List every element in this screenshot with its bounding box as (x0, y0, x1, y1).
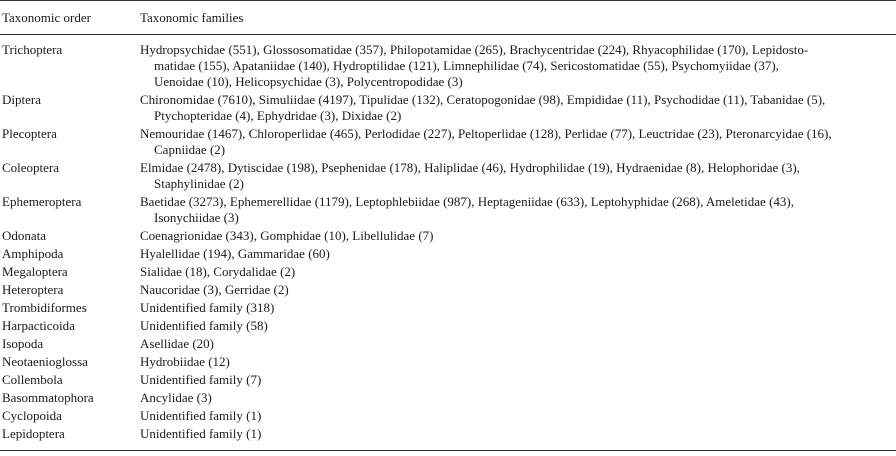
families-line: matidae (155), Apataniidae (140), Hydroptilidae (121), Limnephilidae (74), Sericostomatidae (55), Psychomyiidae (37), (154, 58, 779, 73)
table-header-row (0, 1, 896, 35)
families-line: Uenoidae (10), Helicopsychidae (3), Polycentropodidae (3) (154, 74, 463, 89)
taxonomic-families-cell (140, 35, 896, 93)
table-body (0, 35, 896, 451)
taxonomic-order-cell: Heteroptera (2, 282, 64, 297)
taxonomic-families-cell (140, 372, 896, 390)
taxonomic-families-cell (140, 318, 896, 336)
taxonomic-families-cell (140, 354, 896, 372)
families-line: Asellidae (20) (140, 336, 215, 351)
taxonomic-families-cell (140, 126, 896, 160)
families-line: Unidentified family (1) (140, 426, 262, 441)
taxonomic-order-cell: Trichoptera (2, 42, 63, 57)
table-row (0, 194, 896, 228)
families-line: Hydrobiidae (12) (140, 354, 230, 369)
taxonomic-order-cell: Ephemeroptera (2, 194, 82, 209)
families-line: Ptychopteridae (4), Ephydridae (3), Dixidae (2) (154, 108, 402, 123)
taxonomic-order-cell: Cyclopoida (2, 408, 62, 423)
table-row (0, 318, 896, 336)
header-taxonomic-order: Taxonomic order (0, 1, 140, 35)
table-row (0, 228, 896, 246)
table-row (0, 336, 896, 354)
families-line: Hydropsychidae (551), Glossosomatidae (357), Philopotamidae (265), Brachycentridae (224), Rhyacophilidae (170), Lepidosto- (140, 42, 809, 57)
taxonomic-order-cell: Plecoptera (2, 126, 57, 141)
taxonomic-order-cell: Harpacticoida (2, 318, 75, 333)
table-row (0, 126, 896, 160)
families-line: Chironomidae (7610), Simuliidae (4197), Tipulidae (132), Ceratopogonidae (98), Empididae (11), Psychodidae (11), Tabanidae (5), (140, 92, 826, 107)
taxonomic-families-cell (140, 282, 896, 300)
table-row (0, 354, 896, 372)
table-row (0, 372, 896, 390)
taxonomic-families-cell (140, 92, 896, 126)
families-line: Ancylidae (3) (140, 390, 212, 405)
taxonomic-families-cell (140, 228, 896, 246)
table-row (0, 246, 896, 264)
taxonomic-families-cell (140, 264, 896, 282)
families-line: Unidentified family (318) (140, 300, 275, 315)
families-line: Isonychiidae (3) (154, 210, 239, 225)
taxonomic-families-cell (140, 426, 896, 451)
families-line: Elmidae (2478), Dytiscidae (198), Psephenidae (178), Haliplidae (46), Hydrophilidae (19), Hydraenidae (8), Helophoridae (3), (140, 160, 800, 175)
families-line: Nemouridae (1467), Chloroperlidae (465), Perlodidae (227), Peltoperlidae (128), Perlidae (77), Leuctridae (23), Pteronarcyidae (16), (140, 126, 832, 141)
taxonomic-families-cell (140, 194, 896, 228)
families-line: Naucoridae (3), Gerridae (2) (140, 282, 289, 297)
families-line: Coenagrionidae (343), Gomphidae (10), Libellulidae (7) (140, 228, 434, 243)
table-row (0, 160, 896, 194)
taxonomic-order-cell: Megaloptera (2, 264, 68, 279)
families-line: Staphylinidae (2) (154, 176, 244, 191)
families-line: Unidentified family (7) (140, 372, 262, 387)
taxonomic-order-cell: Basommatophora (2, 390, 94, 405)
table-row (0, 408, 896, 426)
taxonomic-order-cell: Trombidiformes (2, 300, 87, 315)
table-row (0, 282, 896, 300)
taxonomic-order-cell: Isopoda (2, 336, 44, 351)
families-line: Unidentified family (58) (140, 318, 268, 333)
taxonomic-families-cell (140, 160, 896, 194)
header-taxonomic-families: Taxonomic families (140, 1, 896, 35)
taxonomic-order-cell: Amphipoda (2, 246, 64, 261)
table-row (0, 426, 896, 451)
table-row (0, 35, 896, 93)
taxonomic-families-cell (140, 300, 896, 318)
table-row (0, 390, 896, 408)
table-row (0, 92, 896, 126)
taxonomic-order-cell: Coleoptera (2, 160, 60, 175)
families-line: Unidentified family (1) (140, 408, 262, 423)
taxonomic-order-cell: Neotaenioglossa (2, 354, 88, 369)
taxonomic-families-cell (140, 246, 896, 264)
taxonomic-order-cell: Diptera (2, 92, 41, 107)
taxonomic-families-cell (140, 408, 896, 426)
families-line: Capniidae (2) (154, 142, 226, 157)
families-line: Sialidae (18), Corydalidae (2) (140, 264, 296, 279)
taxonomic-order-cell: Collembola (2, 372, 63, 387)
taxonomic-families-cell (140, 390, 896, 408)
taxonomic-order-cell: Lepidoptera (0, 426, 140, 451)
taxonomic-order-cell: Odonata (2, 228, 47, 243)
families-line: Hyalellidae (194), Gammaridae (60) (140, 246, 330, 261)
table-row (0, 264, 896, 282)
table-row (0, 300, 896, 318)
families-line: Baetidae (3273), Ephemerellidae (1179), Leptophlebiidae (987), Heptageniidae (633), Leptohyphidae (268), Ameletidae (43), (140, 194, 794, 209)
taxonomic-families-cell (140, 336, 896, 354)
